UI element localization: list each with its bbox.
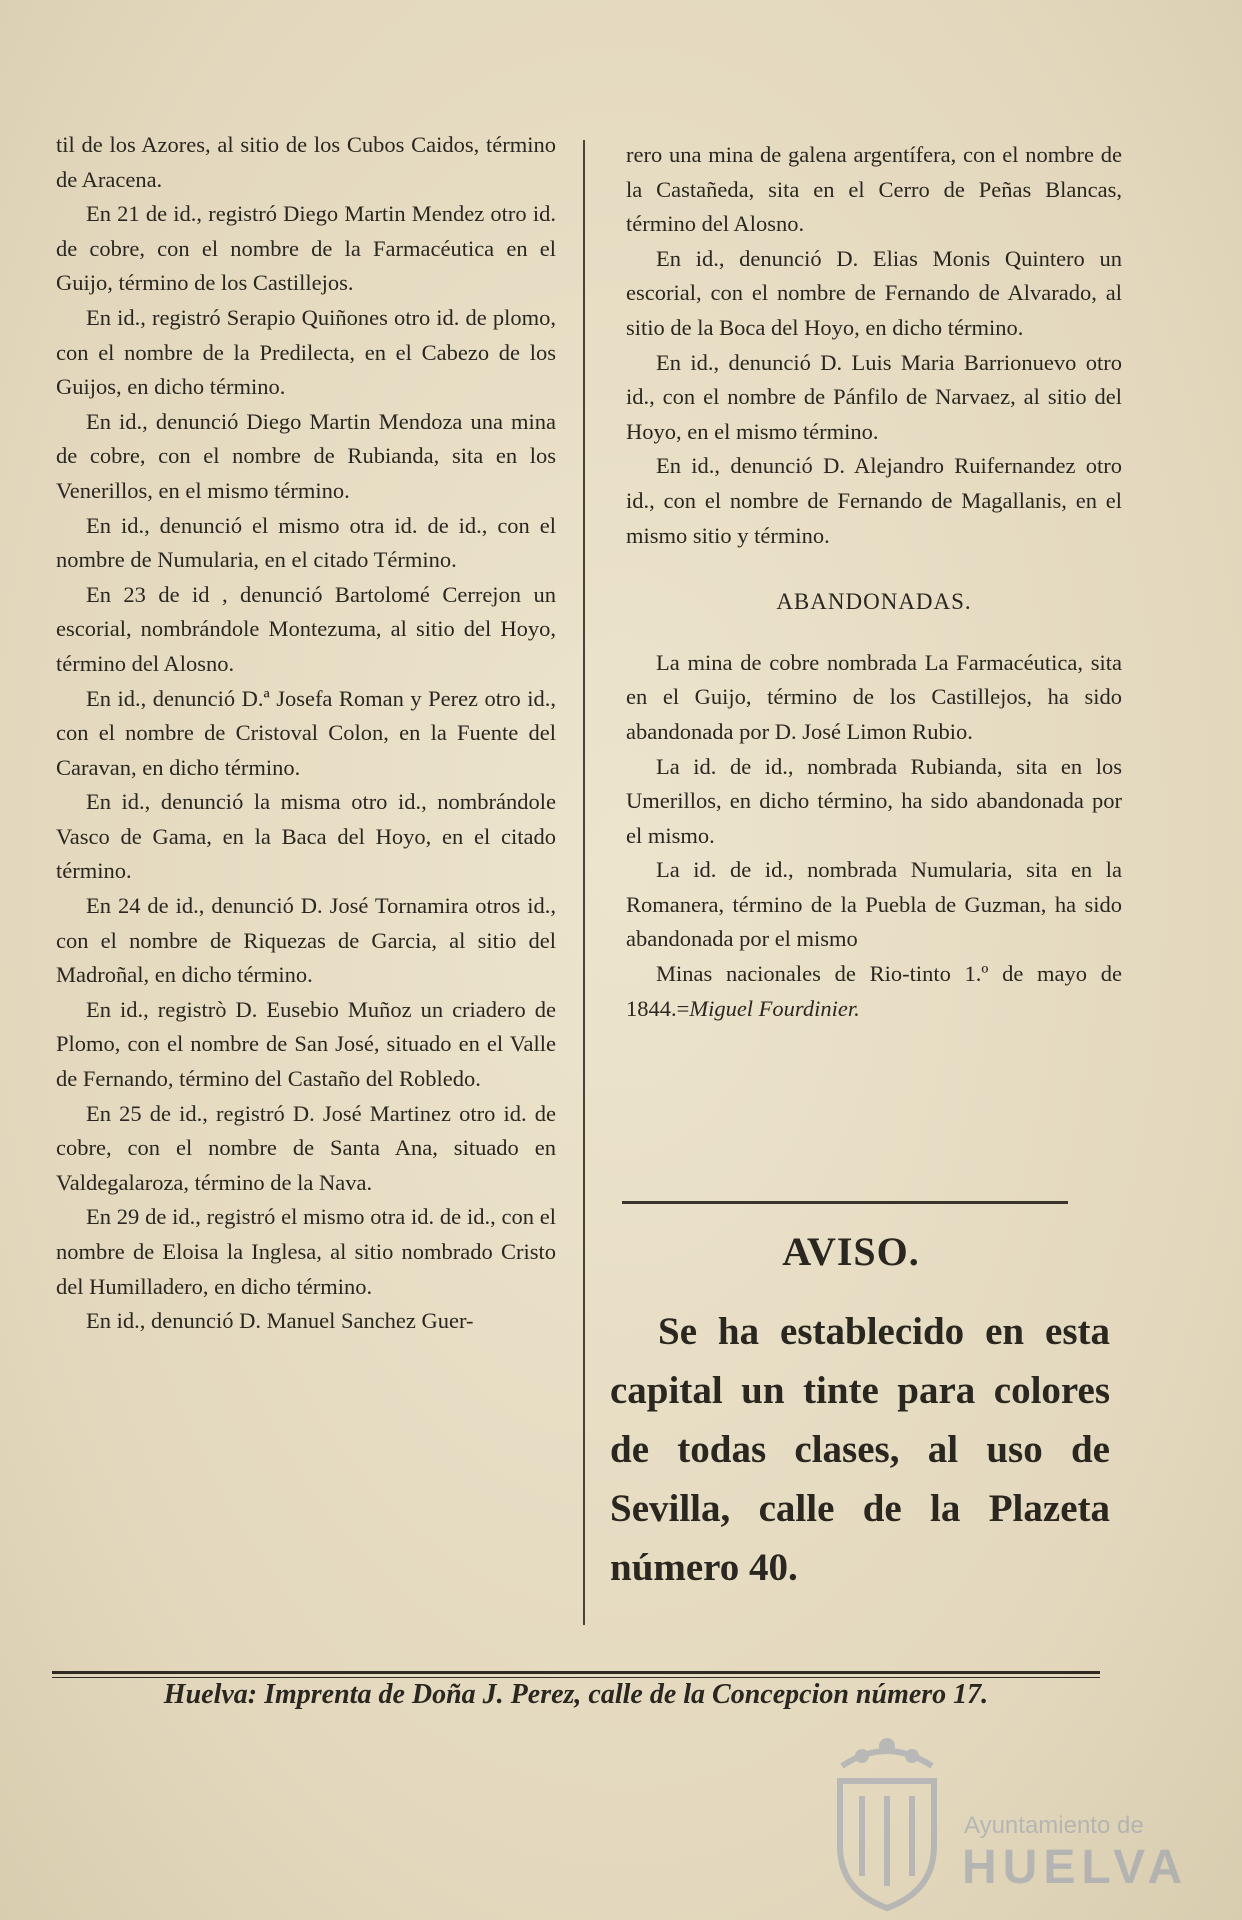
aviso-separator-rule: [622, 1201, 1068, 1204]
watermark-line-2: HUELVA: [962, 1841, 1189, 1894]
left-paragraph-3: En id., denunció Diego Martin Mendoza una mina de cobre, con el nombre de Rubianda, sita en los Venerillos, en el mismo término.: [56, 408, 556, 503]
left-paragraph-0: til de los Azores, al sitio de los Cubos Caidos, término de Aracena.: [56, 132, 556, 192]
left-column: [56, 128, 556, 1339]
left-paragraph-4: En id., denunció el mismo otra id. de id., con el nombre de Numularia, en el citado Término.: [56, 512, 556, 573]
footer-rule-thin: [52, 1677, 1100, 1678]
aviso-title: AVISO.: [782, 1229, 920, 1274]
abandonadas-heading: ABANDONADAS.: [776, 589, 972, 615]
left-paragraph-10: En 25 de id., registró D. José Martinez otro id. de cobre, con el nombre de Santa Ana, situado en Valdegalaroza, término de la Nava.: [56, 1100, 556, 1195]
left-paragraph-2: En id., registró Serapio Quiñones otro id. de plomo, con el nombre de la Predilecta, en el Cabezo de los Guijos, en dicho término.: [56, 304, 556, 400]
right-column: [626, 138, 1122, 1026]
left-paragraph-1: En 21 de id., registró Diego Martin Mendez otro id. de cobre, con el nombre de la Farmacéutica en el Guijo, término de los Castillejos.: [56, 201, 556, 296]
left-paragraph-9: En id., registrò D. Eusebio Muñoz un criadero de Plomo, con el nombre de San José, situado en el Valle de Fernando, término del Castaño del Robledo.: [56, 996, 556, 1092]
watermark: [822, 1718, 1242, 1918]
left-paragraph-7: En id., denunció la misma otro id., nombrándole Vasco de Gama, en la Baca del Hoyo, en el citado término.: [56, 789, 556, 884]
printer-imprint: Huelva: Imprenta de Doña J. Perez, calle de la Concepcion número 17.: [163, 1679, 989, 1710]
signature-text: Minas nacionales de Rio-tinto 1.º de mayo de 1844.=: [626, 961, 1122, 1021]
abandonadas-paragraph-1: La id. de id., nombrada Rubianda, sita en los Umerillos, en dicho término, ha sido abandonada por el mismo.: [626, 753, 1122, 848]
right-paragraph-3: En id., denunció D. Alejandro Ruifernandez otro id., con el nombre de Fernando de Magallanis, en el mismo sitio y término.: [626, 453, 1122, 548]
left-paragraph-11: En 29 de id., registró el mismo otra id. de id., con el nombre de Eloisa la Inglesa, al sitio nombrado Cristo del Humilladero, en dicho término.: [56, 1204, 556, 1299]
right-paragraph-0: rero una mina de galena argentífera, con el nombre de la Castañeda, sita en el Cerro de Peñas Blancas, término del Alosno.: [626, 142, 1122, 237]
right-paragraph-1: En id., denunció D. Elias Monis Quintero un escorial, con el nombre de Fernando de Alvarado, al sitio de la Boca del Hoyo, en dicho término.: [626, 245, 1122, 340]
right-paragraph-2: En id., denunció D. Luis Maria Barrionuevo otro id., con el nombre de Pánfilo de Narvaez, al sitio del Hoyo, en el mismo término.: [626, 349, 1122, 444]
watermark-line-1: Ayuntamiento de: [964, 1812, 1144, 1839]
left-paragraph-6: En id., denunció D.ª Josefa Roman y Perez otro id., con el nombre de Cristoval Colon, en la Fuente del Caravan, en dicho término.: [56, 685, 556, 780]
aviso-body: Se ha establecido en esta capital un tinte para colores de todas clases, al uso de Sevilla, calle de la Plazeta número 40.: [610, 1310, 1110, 1589]
signature-line: [626, 957, 1122, 1026]
left-paragraph-5: En 23 de id , denunció Bartolomé Cerrejon un escorial, nombrándole Montezuma, al sitio del Hoyo, término del Alosno.: [56, 581, 556, 676]
abandonadas-paragraph-2: La id. de id., nombrada Numularia, sita en la Romanera, término de la Puebla de Guzman, ha sido abandonada por el mismo: [626, 857, 1122, 952]
left-paragraph-8: En 24 de id., denunció D. José Tornamira otros id., con el nombre de Riquezas de Garcia, al sitio del Madroñal, en dicho término.: [56, 893, 556, 988]
footer-rule-thick: [52, 1671, 1100, 1674]
coat-of-arms-icon: [822, 1726, 952, 1916]
column-divider: [583, 140, 585, 1625]
abandonadas-paragraph-0: La mina de cobre nombrada La Farmacéutica, sita en el Guijo, término de los Castillejos, ha sido abandonada por D. José Limon Rubio.: [626, 649, 1122, 744]
left-paragraph-12: En id., denunció D. Manuel Sanchez Guer-: [86, 1308, 474, 1334]
signature-name: Miguel Fourdinier.: [689, 995, 860, 1021]
